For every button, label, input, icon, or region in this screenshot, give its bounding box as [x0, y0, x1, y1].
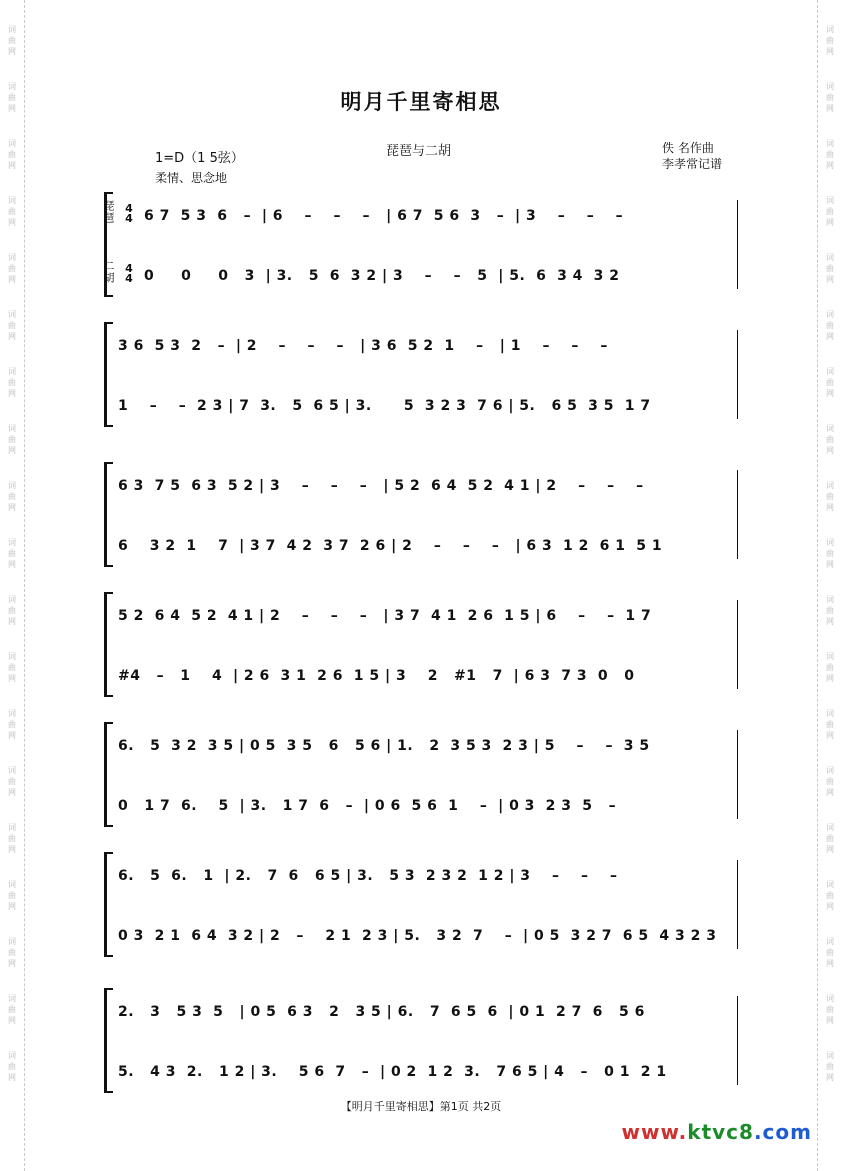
watermark-text: 词曲网 — [8, 652, 16, 683]
erhu-label: 二胡 — [102, 260, 115, 284]
watermark-text: 词曲网 — [826, 652, 834, 683]
expression-marking: 柔情、思念地 — [155, 171, 228, 185]
watermark-text: 词曲网 — [8, 367, 16, 398]
watermark-text: 词曲网 — [8, 481, 16, 512]
system-bracket — [104, 592, 113, 697]
key-signature: 1=D（1 5弦） — [155, 151, 244, 166]
composer-credit: 佚 名作曲 — [662, 141, 714, 155]
watermark-text: 词曲网 — [8, 994, 16, 1025]
left-watermark-strip — [0, 0, 25, 1171]
system-bracket — [104, 988, 113, 1093]
watermark-text: 词曲网 — [826, 994, 834, 1025]
pipa-staff: 6. 5 3 2 3 5 | 0 5 3 5 6 5 6 | 1. 2 3 5 3 2 3 | 5 – – 3 5 — [118, 738, 650, 754]
watermark-text: 词曲网 — [8, 82, 16, 113]
site-logo: www.ktvc8.com — [621, 1120, 812, 1144]
watermark-text: 词曲网 — [8, 538, 16, 569]
watermark-text: 词曲网 — [8, 880, 16, 911]
page-footer: 【明月千里寄相思】第1页 共2页 — [340, 1100, 502, 1113]
system-bracket — [104, 722, 113, 827]
pipa-staff: 2. 3 5 3 5 | 0 5 6 3 2 3 5 | 6. 7 6 5 6 | 0 1 2 7 6 5 6 — [118, 1004, 645, 1020]
watermark-text: 词曲网 — [8, 595, 16, 626]
score-system — [104, 192, 738, 297]
watermark-text: 词曲网 — [8, 823, 16, 854]
right-watermark-strip — [817, 0, 842, 1171]
watermark-text: 词曲网 — [8, 937, 16, 968]
erhu-staff: 6 3 2 1 7 | 3 7 4 2 3 7 2 6 | 2 – – – | 6 3 1 2 6 1 5 1 — [118, 538, 663, 554]
watermark-text: 词曲网 — [826, 25, 834, 56]
watermark-text: 词曲网 — [8, 139, 16, 170]
system-bracket — [104, 322, 113, 427]
system-bracket — [104, 852, 113, 957]
watermark-text: 词曲网 — [826, 823, 834, 854]
time-signature: 4 4 — [125, 262, 133, 285]
watermark-text: 词曲网 — [826, 481, 834, 512]
watermark-text: 词曲网 — [8, 424, 16, 455]
erhu-staff: 0 1 7 6. 5 | 3. 1 7 6 – | 0 6 5 6 1 – | 0 3 2 3 5 – — [118, 798, 617, 814]
watermark-text: 词曲网 — [826, 766, 834, 797]
watermark-text: 词曲网 — [8, 1051, 16, 1082]
watermark-text: 词曲网 — [8, 196, 16, 227]
watermark-text: 词曲网 — [8, 25, 16, 56]
watermark-text: 词曲网 — [826, 709, 834, 740]
score-title: 明月千里寄相思 — [340, 89, 502, 114]
watermark-text: 词曲网 — [8, 709, 16, 740]
pipa-staff: 6 3 7 5 6 3 5 2 | 3 – – – | 5 2 6 4 5 2 4 1 | 2 – – – — [118, 478, 644, 494]
erhu-staff: 5. 4 3 2. 1 2 | 3. 5 6 7 – | 0 2 1 2 3. 7 6 5 | 4 – 0 1 2 1 — [118, 1064, 667, 1080]
watermark-text: 词曲网 — [826, 880, 834, 911]
watermark-text: 词曲网 — [826, 82, 834, 113]
erhu-staff: 1 – – 2 3 | 7 3. 5 6 5 | 3. 5 3 2 3 7 6 | 5. 6 5 3 5 1 7 — [118, 398, 651, 414]
score-system — [104, 322, 738, 427]
pipa-staff: 6. 5 6. 1 | 2. 7 6 6 5 | 3. 5 3 2 3 2 1 2 | 3 – – – — [118, 868, 618, 884]
score-system — [104, 462, 738, 567]
watermark-text: 词曲网 — [826, 253, 834, 284]
watermark-text: 词曲网 — [826, 595, 834, 626]
watermark-text: 词曲网 — [826, 538, 834, 569]
pipa-label: 琵琶 — [102, 200, 115, 224]
system-bracket — [104, 462, 113, 567]
pipa-staff: 5 2 6 4 5 2 4 1 | 2 – – – | 3 7 4 1 2 6 1 5 | 6 – – 1 7 — [118, 608, 652, 624]
watermark-text: 词曲网 — [8, 766, 16, 797]
pipa-staff: 3 6 5 3 2 – | 2 – – – | 3 6 5 2 1 – | 1 – – – — [118, 338, 608, 354]
watermark-text: 词曲网 — [826, 424, 834, 455]
score-system — [104, 988, 738, 1093]
erhu-staff: 0 3 2 1 6 4 3 2 | 2 – 2 1 2 3 | 5. 3 2 7 – | 0 5 3 2 7 6 5 4 3 2 3 — [118, 928, 717, 944]
score-system — [104, 722, 738, 827]
watermark-text: 词曲网 — [826, 937, 834, 968]
erhu-staff: 0 0 0 3 | 3. 5 6 3 2 | 3 – – 5 | 5. 6 3 4 3 2 — [144, 268, 620, 284]
watermark-text: 词曲网 — [826, 310, 834, 341]
time-signature: 4 4 — [125, 202, 133, 225]
watermark-text: 词曲网 — [8, 253, 16, 284]
score-system — [104, 852, 738, 957]
watermark-text: 词曲网 — [826, 196, 834, 227]
pipa-staff: 6 7 5 3 6 – | 6 – – – | 6 7 5 6 3 – | 3 – – – — [144, 208, 624, 224]
arrangement-label: 琵琶与二胡 — [386, 144, 452, 159]
watermark-text: 词曲网 — [826, 1051, 834, 1082]
score-system — [104, 592, 738, 697]
transcriber-credit: 李孝常记谱 — [662, 157, 723, 171]
watermark-text: 词曲网 — [826, 139, 834, 170]
watermark-text: 词曲网 — [8, 310, 16, 341]
erhu-staff: #4 – 1 4 | 2 6 3 1 2 6 1 5 | 3 2 #1 7 | 6 3 7 3 0 0 — [118, 668, 635, 684]
watermark-text: 词曲网 — [826, 367, 834, 398]
